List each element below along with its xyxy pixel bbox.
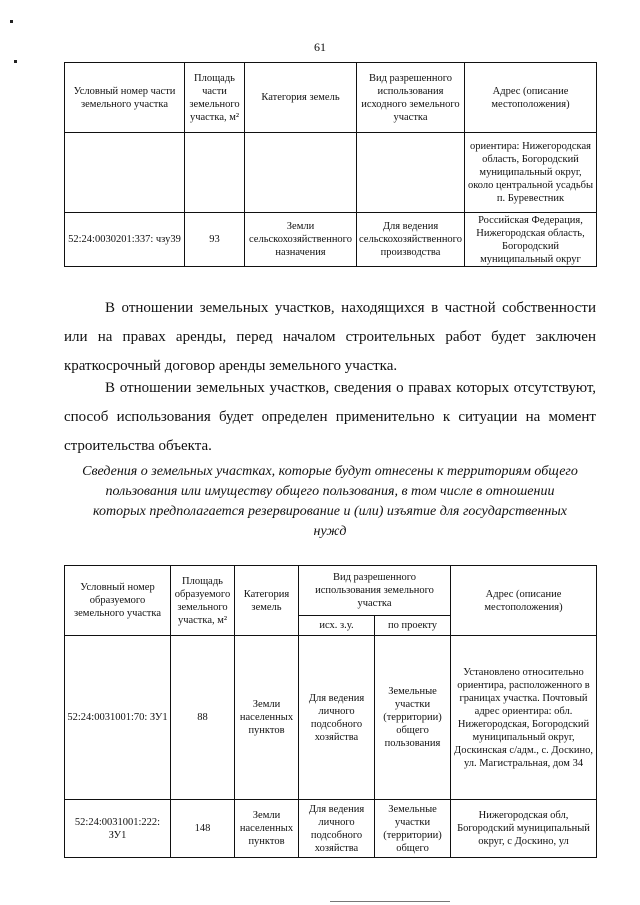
table-row (65, 800, 597, 858)
table-row (65, 213, 597, 267)
cell-area: 93 (185, 213, 245, 267)
cell-use-project: Земельные участки (территории) общего пользования (375, 636, 451, 800)
cell-address: Российская Федерация, Нижегородская область, Богородский муниципальный округ (465, 213, 597, 267)
cell-area: 148 (171, 800, 235, 858)
scan-mark-1 (10, 20, 13, 23)
table-row (65, 636, 597, 800)
header-use-group: Вид разрешенного использования земельного участка (299, 566, 451, 616)
cell-cadastral: 52:24:0030201:337: чзу39 (65, 213, 185, 267)
header-address: Адрес (описание местоположения) (451, 566, 597, 636)
header-use-project: по проекту (375, 616, 451, 636)
cell-use-project: Земельные участки (территории) общего (375, 800, 451, 858)
header-category: Категория земель (235, 566, 299, 636)
cell-cadastral: 52:24:0031001:222: ЗУ1 (65, 800, 171, 858)
header-use-source: исх. з.у. (299, 616, 375, 636)
header-cadastral: Условный номер части земельного участка (65, 63, 185, 133)
cell-use-source: Для ведения личного подсобного хозяйства (299, 800, 375, 858)
cell-address: ориентира: Нижегородская область, Богородский муниципальный округ, около центральной усадьбы п. Буревестник (465, 133, 597, 213)
cell-category: Земли населенных пунктов (235, 800, 299, 858)
header-area: Площадь образуемого земельного участка, м² (171, 566, 235, 636)
header-address: Адрес (описание местоположения) (465, 63, 597, 133)
table-header-row (65, 63, 597, 133)
cell-address: Нижегородская обл, Богородский муниципальный округ, с Доскино, ул (451, 800, 597, 858)
footer-rule (330, 901, 450, 902)
header-cadastral: Условный номер образуемого земельного участка (65, 566, 171, 636)
cell-use: Для ведения сельскохозяйственного производства (357, 213, 465, 267)
paragraph-unknown-rights: В отношении земельных участков, сведения о правах которых отсутствуют, способ использования будет определен применительно к ситуации на момент строительства объекта. (64, 380, 596, 454)
cell-use-source: Для ведения личного подсобного хозяйства (299, 636, 375, 800)
section-heading: Сведения о земельных участках, которые будут отнесены к территориям общего пользования или имуществу общего пользования, в том числе в отношении которых предполагается резервирование и (или) изъятие для государственных нужд (82, 464, 578, 539)
header-use: Вид разрешенного использования исходного земельного участка (357, 63, 465, 133)
table-row-continued (65, 133, 597, 213)
land-parts-table (64, 62, 597, 267)
paragraph-private-land: В отношении земельных участков, находящихся в частной собственности или на правах аренды, перед началом строительных работ будет заключен краткосрочный договор аренды земельного участка. (64, 300, 596, 374)
cell-cadastral: 52:24:0031001:70: ЗУ1 (65, 636, 171, 800)
cell-area: 88 (171, 636, 235, 800)
scan-mark-2 (14, 60, 17, 63)
table-header-row (65, 566, 597, 616)
page-number: 61 (314, 40, 326, 54)
formed-plots-table (64, 565, 597, 858)
header-area: Площадь части земельного участка, м² (185, 63, 245, 133)
cell-address: Установлено относительно ориентира, расположенного в границах участка. Почтовый адрес ориентира: обл. Нижегородская, Богородский муниципальный округ, Доскинская с/адм., с. Доскино, ул. Магистральная, дом 34 (451, 636, 597, 800)
header-category: Категория земель (245, 63, 357, 133)
cell-category: Земли сельскохозяйственного назначения (245, 213, 357, 267)
cell-category: Земли населенных пунктов (235, 636, 299, 800)
